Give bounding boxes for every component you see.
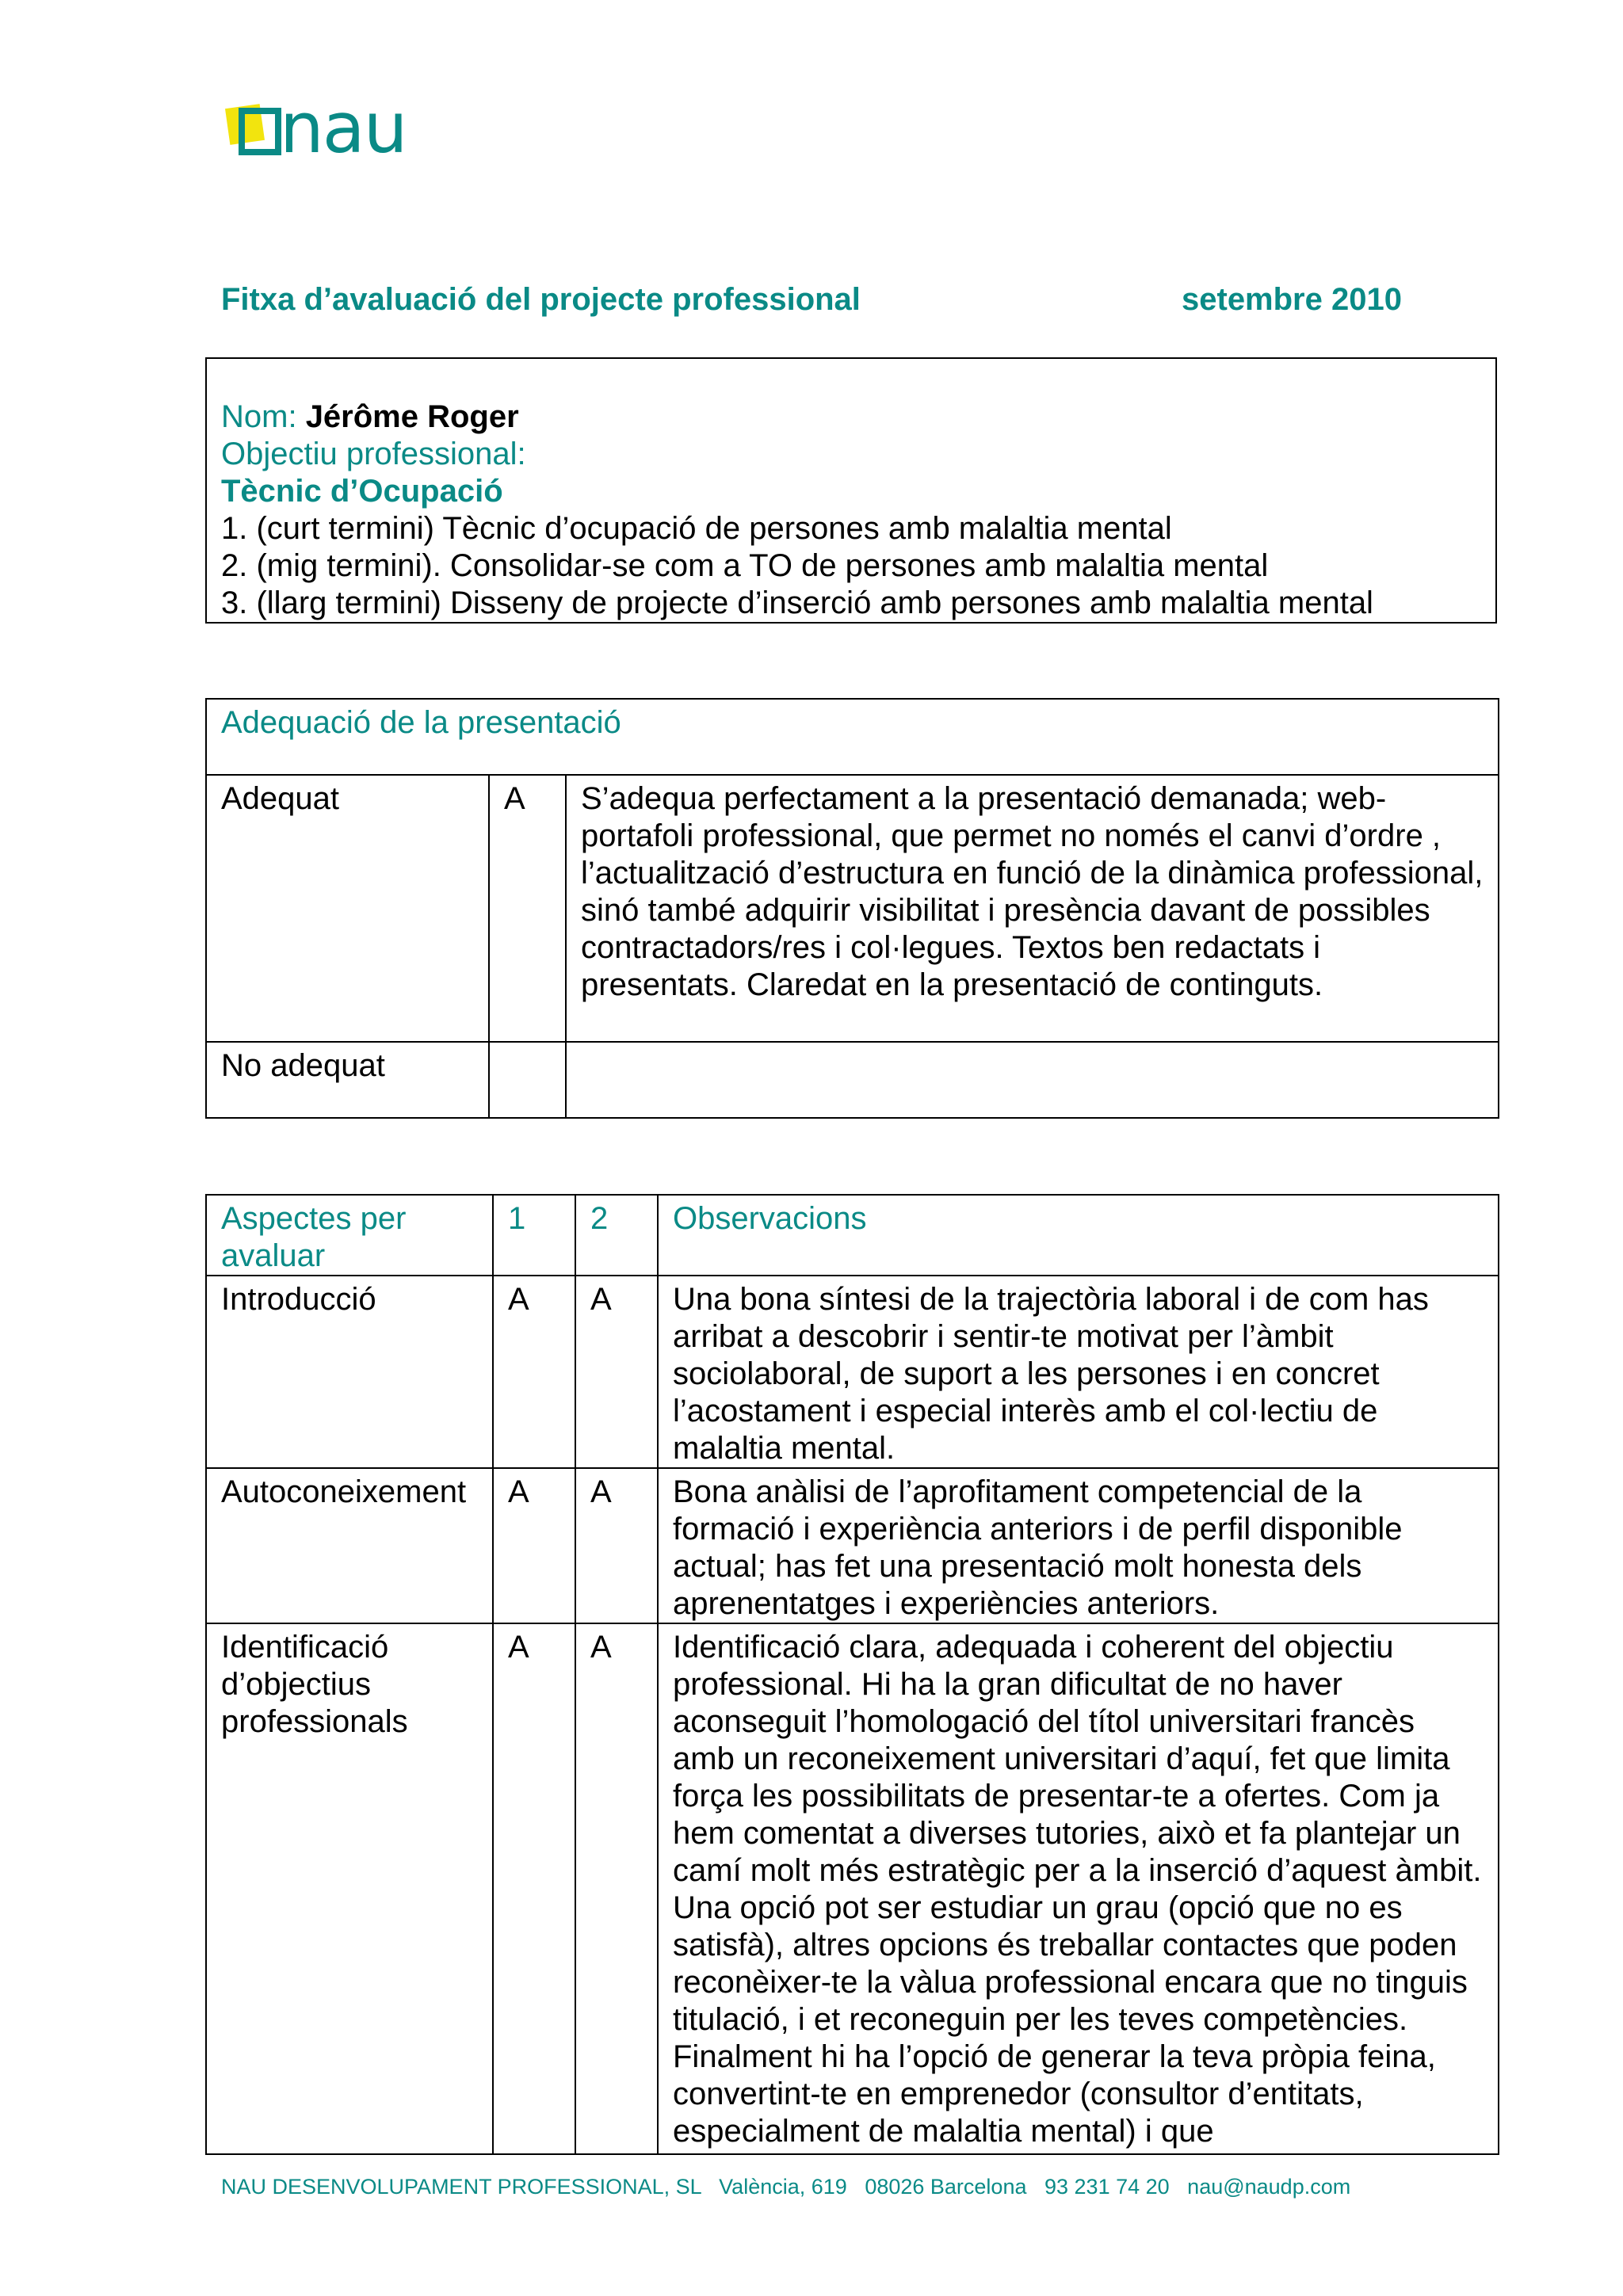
- aspect-name: Identificació d’objectius professionals: [206, 1623, 493, 2154]
- footer-company: NAU DESENVOLUPAMENT PROFESSIONAL, SL: [221, 2175, 701, 2199]
- presentation-grade: [489, 1042, 566, 1118]
- table-row: [206, 775, 1499, 1042]
- footer-postal: 08026 Barcelona: [865, 2175, 1027, 2199]
- table-row: [206, 1276, 1499, 1468]
- objective-item: 2. (mig termini). Consolidar-se com a TO de persones amb malaltia mental: [221, 548, 1269, 583]
- aspect-observation: Identificació clara, adequada i coherent del objectiu professional. Hi ha la gran dificultat de no haver aconseguit l’homologació del títol universitari francès amb un reconeixement universitari d’aquí, fet que limita força les possibilitats de presentar-te a ofertes. Com ja hem comentat a diverses tutories, això et fa plantejar un camí molt més estratègic per a la inserció d’aquest àmbit. Una opció pot ser estudiar un grau (opció que no es satisfà), altres opcions és treballar contactes que poden reconèixer-te la vàlua professional encara que no tinguis titulació, i et reconeguin per les teves competències. Finalment hi ha l’opció de generar la teva pròpia feina, convertint-te en emprenedor (consultor d’entitats, especialment de malaltia mental) i que: [658, 1623, 1499, 2154]
- table-row: [206, 699, 1499, 775]
- presentation-comment: S’adequa perfectament a la presentació demanada; web-portafoli professional, que permet no només el canvi d’ordre , l’actualització d’estructura en funció de la dinàmica professional, sinó també adquirir visibilitat i presència davant de possibles contractadors/res i col·legues. Textos ben redactats i presentats. Claredat en la presentació de continguts.: [566, 775, 1499, 1042]
- column-header: 1: [493, 1195, 575, 1276]
- aspect-score-2: A: [575, 1468, 658, 1623]
- document-title: Fitxa d’avaluació del projecte professional: [221, 282, 861, 317]
- aspect-observation: Bona anàlisi de l’aprofitament competencial de la formació i experiència anteriors i de perfil disponible actual; has fet una presentació molt honesta dels aprenentatges i experiències anteriors.: [658, 1468, 1499, 1623]
- table-row: [206, 1468, 1499, 1623]
- objective-item: 1. (curt termini) Tècnic d’ocupació de persones amb malaltia mental: [221, 511, 1172, 546]
- table-row: [206, 1623, 1499, 2154]
- presentation-comment: [566, 1042, 1499, 1118]
- name-line: [221, 399, 1481, 436]
- aspects-table: [205, 1194, 1499, 2155]
- aspect-score-1: A: [493, 1468, 575, 1623]
- presentation-heading: Adequació de la presentació: [206, 699, 1499, 775]
- table-row: [206, 1042, 1499, 1118]
- footer-address: València, 619: [719, 2175, 847, 2199]
- name-label: Nom:: [221, 399, 306, 434]
- nau-logo: [224, 95, 478, 174]
- document-date: setembre 2010: [1182, 282, 1402, 317]
- logo-text: nau: [280, 95, 407, 169]
- objective-label: Objectiu professional:: [221, 437, 526, 471]
- footer-phone: 93 231 74 20: [1044, 2175, 1170, 2199]
- column-header: 2: [575, 1195, 658, 1276]
- aspect-name: Introducció: [206, 1276, 493, 1468]
- profile-box: [205, 357, 1497, 624]
- table-row: [206, 1195, 1499, 1276]
- name-value: Jérôme Roger: [305, 399, 519, 434]
- aspect-score-1: A: [493, 1276, 575, 1468]
- presentation-table: [205, 698, 1499, 1119]
- footer: [221, 2175, 1350, 2199]
- presentation-grade: A: [489, 775, 566, 1042]
- objective-title: Tècnic d’Ocupació: [221, 474, 503, 509]
- aspect-observation: Una bona síntesi de la trajectòria laboral i de com has arribat a descobrir i sentir-te motivat per l’àmbit sociolaboral, de suport a les persones i en concret l’acostament i especial interès amb el col·lectiu de malaltia mental.: [658, 1276, 1499, 1468]
- objective-item: 3. (llarg termini) Disseny de projecte d’inserció amb persones amb malaltia mental: [221, 585, 1373, 620]
- aspect-score-2: A: [575, 1623, 658, 2154]
- aspect-name: Autoconeixement: [206, 1468, 493, 1623]
- column-header: Aspectes per avaluar: [206, 1195, 493, 1276]
- aspect-score-1: A: [493, 1623, 575, 2154]
- presentation-label: No adequat: [206, 1042, 489, 1118]
- aspect-score-2: A: [575, 1276, 658, 1468]
- column-header: Observacions: [658, 1195, 1499, 1276]
- footer-email: nau@naudp.com: [1187, 2175, 1351, 2199]
- presentation-label: Adequat: [206, 775, 489, 1042]
